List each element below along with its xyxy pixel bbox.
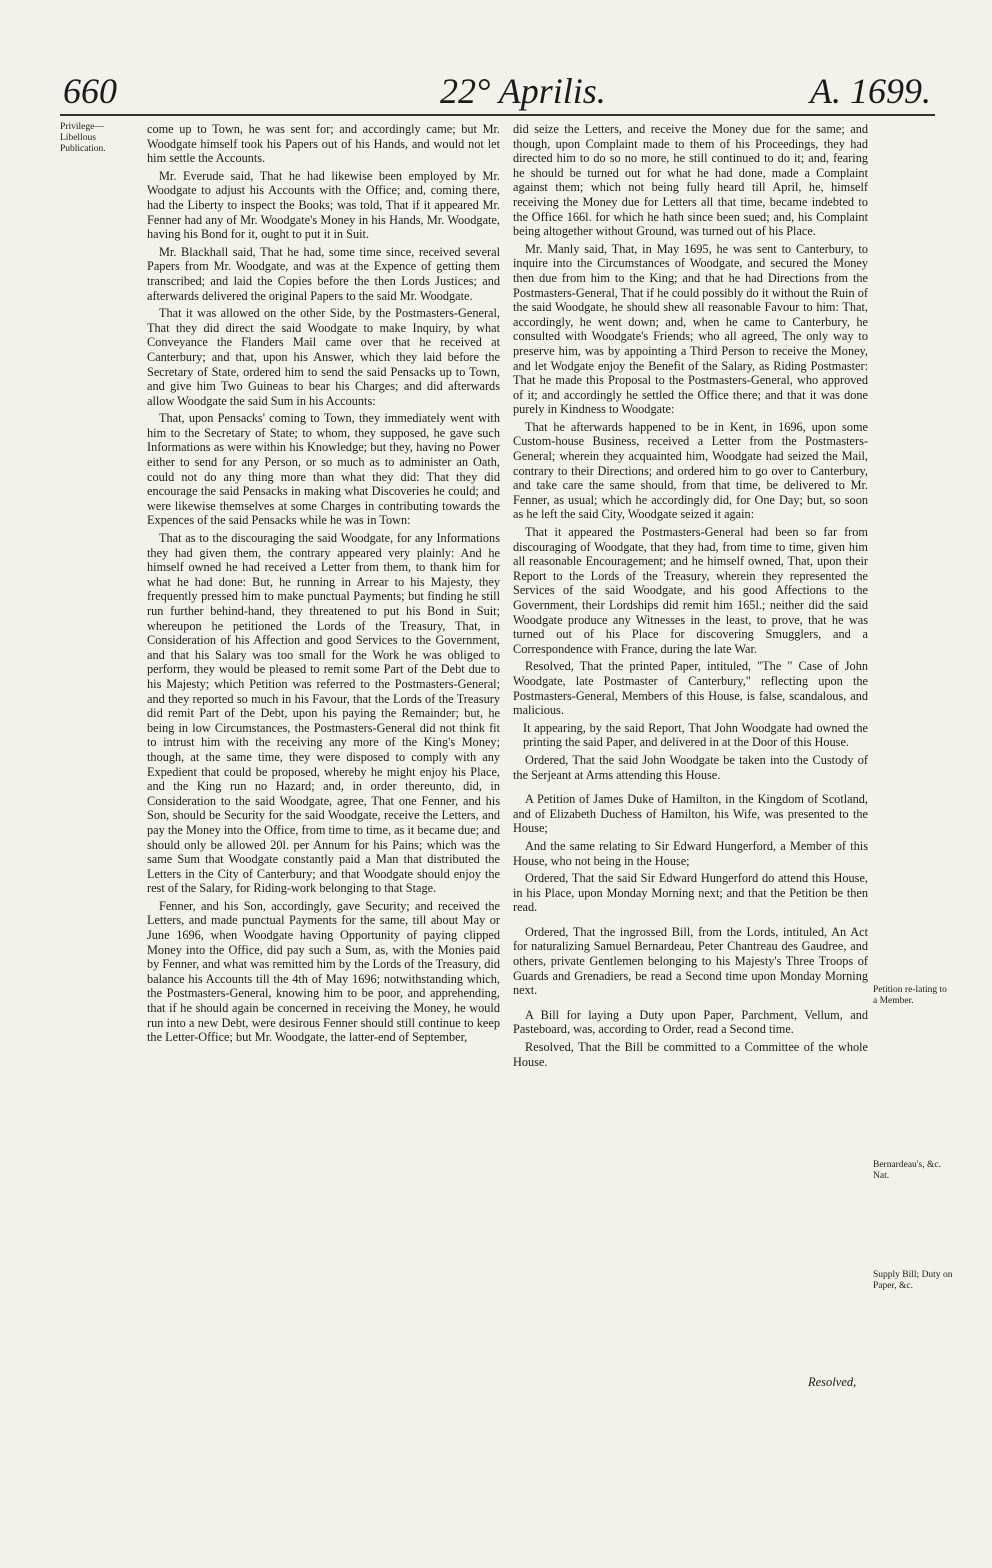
paragraph: That it was allowed on the other Side, by the Postmasters-General, That they did direct the said Woodgate to make Inquiry, by what Conveyance the Flanders Mail came over that he received at Canterbury; and that, upon his Answer, which they laid before the Secretary of State, ordered him to send the said Pensacks up to Town, and give him Two Guineas to bear his Charges; and did afterwards allow Woodgate the said Sum in his Accounts: bbox=[147, 306, 500, 408]
catchword: Resolved, bbox=[808, 1375, 857, 1389]
paragraph: A Bill for laying a Duty upon Paper, Parchment, Vellum, and Pasteboard, was, according to Order, read a Second time. bbox=[513, 1007, 868, 1037]
paragraph: That it appeared the Postmasters-General had been so far from discouraging of Woodgate, that they had, from time to time, given him all reasonable Encouragement; and he himself owned, That, upon their Report to the Lords of the Treasury, wherein they represented the Services of the said Woodgate, and his good Affections to the Government, their Lordships did remit him 165l.; neither did the said Woodgate produce any Witnesses in the least, to prove, that he was turned out of his Place for discovering Smugglers, and a Correspondence with France, during the late War. bbox=[513, 525, 868, 656]
order: Ordered, That the ingrossed Bill, from the Lords, intituled, An Act for naturalizing Samuel Bernardeau, Peter Chantreau des Gaudree, and others, private Gentlemen belonging to his Majesty's Three Troops of Guards and Grenadiers, be read a Second time upon Monday Morning next. bbox=[513, 924, 868, 998]
left-column bbox=[147, 122, 500, 1048]
resolution: Resolved, That the Bill be committed to a Committee of the whole House. bbox=[513, 1040, 868, 1069]
margin-note-bernardeau: Bernardeau's, &c. Nat. bbox=[873, 1160, 941, 1181]
margin-note-privilege: Privilege— Libellous Publication. bbox=[60, 122, 106, 154]
paragraph: Mr. Everude said, That he had likewise been employed by Mr. Woodgate to adjust his Accounts with the Office; and, coming there, had the Liberty to inspect the Books; was told, That if it appeared Mr. Fenner had any of Mr. Woodgate's Money in his Hands, Mr. Woodgate, having his Bond for it, ought to put it in Suit. bbox=[147, 168, 500, 242]
paragraph: That as to the discouraging the said Woodgate, for any Informations they had given them, the contrary appeared very plainly: And he himself owned he had received a Letter from them, to thank him for what he had done: But, he running in Arrear to his Majesty, they frequently pressed him to make punctual Payments; but finding he still run further behind-hand, they threatened to put his Bond in Suit; whereupon he petitioned the Lords of the Treasury, That, in Consideration of his Affection and good Services to the Government, and that his Salary was too small for the Work he was obliged to perform, they would be pleased to remit some Part of the Debt due to his Majesty; which Petition was referred to the Postmasters-General; and they reported so much in his Favour, that the Lords of the Treasury did remit Part of the Debt, upon his paying the Remainder; but, he being in low Circumstances, the Postmasters-General did not think fit to intrust him with the receiving any more of the King's Money; though, at the same time, they were disposed to comply with any Expedient that could be proposed, whereby he might enjoy his Place, and the King run no Hazard; and, in order thereunto, did, in Consideration to the said Woodgate, agree, That one Fenner, and his Son, should be Security for the said Woodgate, receive the Letters, and pay the Money into the Office, from time to time, as it became due; and should only be allowed 20l. per Annum for his Pains; which was the same Sum that Woodgate constantly paid a Man that distributed the Letters in the City of Canterbury; and that Woodgate should enjoy the rest of the Salary, for Riding-work belonging to that Stage. bbox=[147, 531, 500, 896]
paragraph: Mr. Manly said, That, in May 1695, he was sent to Canterbury, to inquire into the Circumstances of Woodgate, and secured the Money then due from him to the King; and that he had Directions from the Postmasters-General, That if he could possibly do it without the Ruin of the said Woodgate, he should shew all reasonable Favour to him: That, accordingly, he went down; and, when he came to Canterbury, he consulted with Woodgate's Friends; who all agreed, The only way to preserve him, was by appointing a Third Person to receive the Money, and let Wodgate enjoy the Benefit of the Salary, as Riding Postmaster: That he made this Proposal to the Postmasters-General, who approved of it; and accordingly he settled the Office there; and that it was done purely in Kindness to Woodgate: bbox=[513, 241, 868, 417]
paragraph: It appearing, by the said Report, That John Woodgate had owned the printing the said Paper, and delivered in at the Door of this House. bbox=[523, 720, 868, 750]
page-year: A. 1699. bbox=[810, 71, 931, 111]
order: Ordered, That the said John Woodgate be taken into the Custody of the Serjeant at Arms attending this House. bbox=[513, 752, 868, 782]
header-rule bbox=[60, 114, 935, 116]
paragraph: And the same relating to Sir Edward Hungerford, a Member of this House, who not being in the House; bbox=[513, 838, 868, 868]
right-column bbox=[513, 122, 868, 1072]
margin-note-supply: Supply Bill; Duty on Paper, &c. bbox=[873, 1270, 953, 1291]
paragraph: Mr. Blackhall said, That he had, some time since, received several Papers from Mr. Woodgate, and was at the Expence of getting them transcribed; and laid the Copies before the then Lords Justices; and afterwards delivered the original Papers to the said Mr. Woodgate. bbox=[147, 244, 500, 303]
resolution: Resolved, That the printed Paper, intituled, "The " Case of John Woodgate, late Postmaster of Canterbury," reflecting upon the Postmasters-General, Members of this House, is false, scandalous, and malicious. bbox=[513, 659, 868, 718]
paragraph: Fenner, and his Son, accordingly, gave Security; and received the Letters, and made punctual Payments for the same, till about May or June 1696, when Woodgate having Opportunity of paying clipped Money into the Office, did pay such a Sum, as, with the Monies paid by Fenner, and what was remitted him by the Lords of the Treasury, did balance his Accounts till the 4th of May 1696; notwithstanding which, the Postmasters-General, knowing him to be poor, and apprehending, that if he should again be concerned in receiving the Money, he would run into a new Debt, were desirous Fenner should still continue to keep the Letter-Office; but Mr. Woodgate, the latter-end of September, bbox=[147, 898, 500, 1045]
paragraph: did seize the Letters, and receive the Money due for the same; and though, upon Complaint made to them of his Proceedings, they had directed him to do so no more, he still continued to do it; and, fearing he should be turned out for what he had done, made a Complaint against them; which not being fully heard till April, he, himself receiving the Money due for Letters all that time, became indebted to the Office 166l. for which he hath since been sued; and, his Complaint being altogether without Ground, was turned out of his Place. bbox=[513, 122, 868, 239]
paragraph: A Petition of James Duke of Hamilton, in the Kingdom of Scotland, and of Elizabeth Duchess of Hamilton, his Wife, was presented to the House; bbox=[513, 792, 868, 836]
paragraph: That he afterwards happened to be in Kent, in 1696, upon some Custom-house Business, received a Letter from the Postmasters-General; wherein they acquainted him, Woodgate had seized the Mail, contrary to their Directions; and ordered him to go over to Canterbury, and take care the same should, from that time, be delivered to Mr. Fenner, as usual; which he accordingly did, for One Day; but, so soon as he left the said City, Woodgate seized it again: bbox=[513, 419, 868, 522]
margin-note-petition: Petition re-lating to a Member. bbox=[873, 985, 947, 1006]
page-number: 660 bbox=[63, 71, 117, 111]
order: Ordered, That the said Sir Edward Hungerford do attend this House, in his Place, upon Monday Morning next; and that the Petition be then read. bbox=[513, 871, 868, 915]
paragraph: That, upon Pensacks' coming to Town, they immediately went with him to the Secretary of State; to whom, they supposed, he gave such Informations as were within his Knowledge; but they, having no Power either to send for any Person, or so much as to administer an Oath, could not do any thing more than what they did: That they did encourage the said Pensacks in making what Discoveries he could; and were likewise themselves at some Charges in contributing towards the Expences of the said Pensacks while he was in Town: bbox=[147, 411, 500, 528]
page-date: 22° Aprilis. bbox=[440, 71, 606, 111]
paragraph: come up to Town, he was sent for; and accordingly came; but Mr. Woodgate himself took his Papers out of his Hands, and would not let him settle the Accounts. bbox=[147, 122, 500, 166]
